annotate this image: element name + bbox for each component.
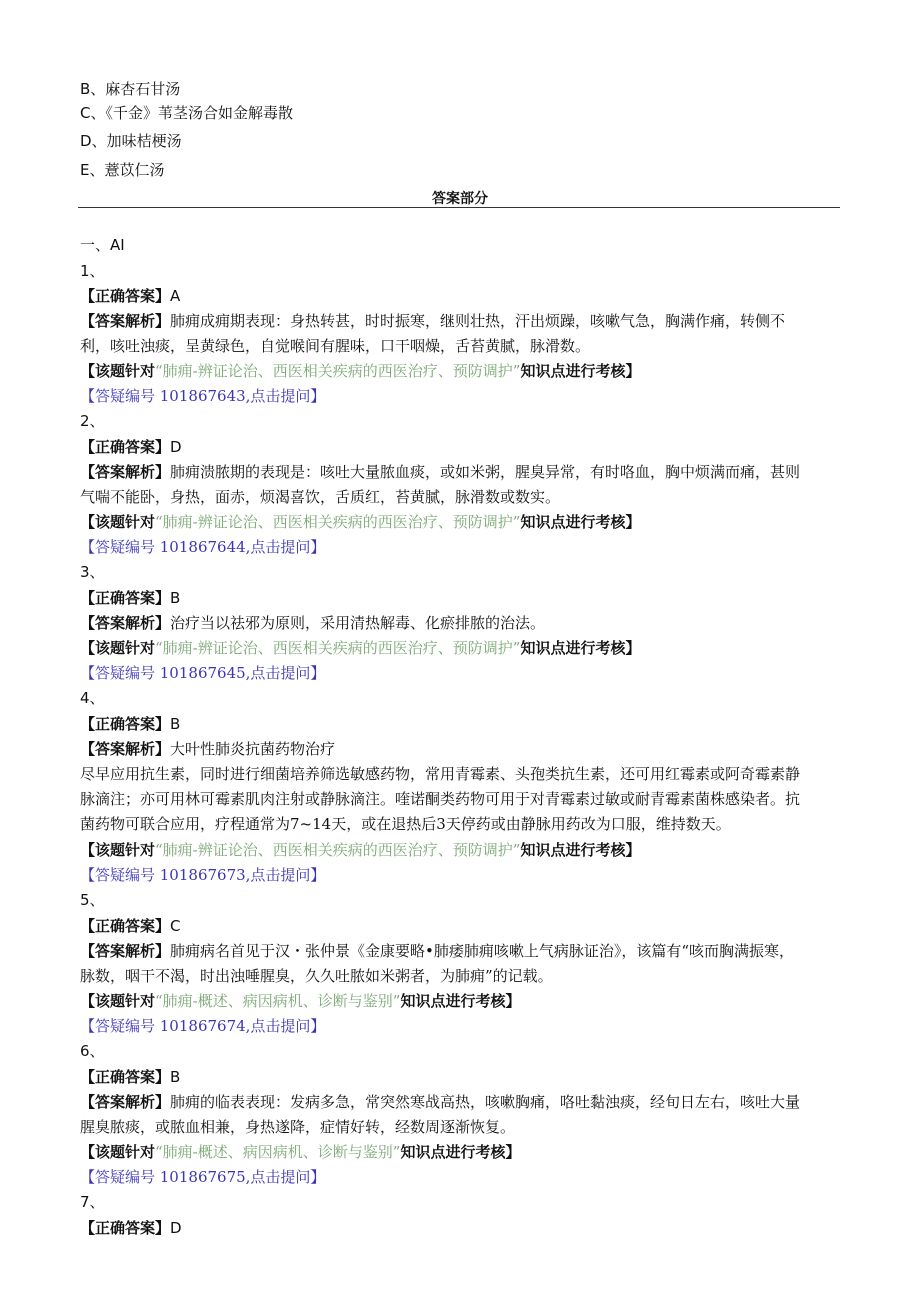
topic-label: 【该题针对: [80, 841, 156, 859]
topic-row: [80, 359, 825, 384]
option-letter: C、: [80, 104, 106, 122]
question-number: 5、: [80, 891, 105, 909]
correct-answer-row: [80, 1216, 825, 1241]
analysis-text-line: 利，咳吐浊痰，呈黄绿色，自觉喉间有腥味，口干咽燥，舌苔黄腻，脉滑数。: [80, 337, 591, 355]
option-d: [80, 129, 825, 154]
answer-value: B: [170, 1068, 181, 1086]
analysis-text: 肺痈病名首见于汉・张仲景《金康要略•肺痿肺痈咳嗽上气病脉证治》，该篇有“咳而胸满振寒，: [170, 942, 795, 960]
topic-text: “肺痈-辨证论治、西医相关疾病的西医治疗、预防调护”: [155, 841, 521, 859]
correct-label: 【正确答案】: [80, 589, 171, 607]
topic-suffix: 知识点进行考核】: [520, 639, 641, 657]
divider: [78, 207, 840, 208]
analysis-row: [80, 939, 825, 964]
topic-row: [80, 989, 825, 1014]
ask-question-link[interactable]: 【答疑编号 101867673,点击提问】: [80, 866, 326, 884]
topic-label: 【该题针对: [80, 513, 156, 531]
analysis-text-line: 脉数，咽干不渴，时出浊唾腥臭，久久吐脓如米粥者，为肺痈”的记载。: [80, 967, 553, 985]
topic-row: [80, 1140, 825, 1165]
option-letter: D、: [80, 132, 107, 150]
option-text: 薏苡仁汤: [104, 161, 165, 179]
analysis-text-line: 气喘不能卧，身热，面赤，烦渴喜饮，舌质红，苔黄腻，脉滑数或数实。: [80, 488, 561, 506]
topic-text: “肺痈-概述、病因病机、诊断与鉴别”: [155, 1143, 401, 1161]
answer-value: A: [170, 287, 181, 305]
analysis-label: 【答案解析】: [80, 740, 171, 758]
correct-label: 【正确答案】: [80, 1219, 171, 1237]
question-number: 3、: [80, 563, 105, 581]
correct-label: 【正确答案】: [80, 438, 171, 456]
analysis-row: [80, 611, 825, 636]
question-number: 2、: [80, 412, 105, 430]
section-title: 答案部分: [432, 191, 488, 207]
option-letter: B、: [80, 80, 106, 98]
correct-answer-row: [80, 1065, 825, 1090]
correct-answer-row: [80, 712, 825, 737]
analysis-text: 肺痈成痈期表现：身热转甚，时时振寒，继则壮热，汗出烦躁，咳嗽气急，胸满作痛，转侧不: [170, 312, 786, 330]
analysis-text: 治疗当以祛邪为原则，采用清热解毒、化瘀排脓的治法。: [170, 614, 546, 632]
analysis-extra-line: 菌药物可联合应用，疗程通常为7~14天，或在退热后3天停药或由静脉用药改为口服，维持数天。: [80, 815, 731, 833]
analysis-text: 肺痈溃脓期的表现是：咳吐大量脓血痰，或如米粥，腥臭异常，有时咯血，胸中烦满而痛，甚则: [170, 463, 801, 481]
correct-answer-row: [80, 435, 825, 460]
topic-label: 【该题针对: [80, 362, 156, 380]
topic-row: [80, 510, 825, 535]
option-text: 《千金》苇茎汤合如金解毒散: [105, 104, 293, 122]
topic-suffix: 知识点进行考核】: [520, 513, 641, 531]
correct-answer-row: [80, 284, 825, 309]
answer-value: B: [170, 715, 181, 733]
question-number: 4、: [80, 689, 105, 707]
correct-label: 【正确答案】: [80, 1068, 171, 1086]
analysis-extra-line: 脉滴注；亦可用林可霉素肌肉注射或静脉滴注。喹诺酮类药物可用于对青霉素过敏或耐青霉素菌株感染者。抗: [80, 790, 801, 808]
topic-suffix: 知识点进行考核】: [520, 841, 641, 859]
topic-suffix: 知识点进行考核】: [400, 992, 521, 1010]
topic-label: 【该题针对: [80, 992, 156, 1010]
analysis-row: [80, 460, 825, 485]
ask-question-link[interactable]: 【答疑编号 101867675,点击提问】: [80, 1168, 326, 1186]
analysis-row: [80, 1090, 825, 1115]
answer-value: D: [170, 1219, 182, 1237]
analysis-row: [80, 309, 825, 334]
answer-value: B: [170, 589, 181, 607]
option-e: [80, 158, 825, 183]
question-number: 6、: [80, 1042, 105, 1060]
topic-label: 【该题针对: [80, 1143, 156, 1161]
question-number: 7、: [80, 1193, 105, 1211]
ask-question-link[interactable]: 【答疑编号 101867645,点击提问】: [80, 664, 326, 682]
analysis-text: 肺痈的临表表现：发病多急，常突然寒战高热，咳嗽胸痛，咯吐黏浊痰，经旬日左右，咳吐大量: [170, 1093, 801, 1111]
option-b: [80, 77, 825, 102]
option-letter: E、: [80, 161, 105, 179]
analysis-text: 大叶性肺炎抗菌药物治疗: [170, 740, 336, 758]
analysis-text-line: 腥臭脓痰，或脓血相兼，身热遂降，症情好转，经数周逐渐恢复。: [80, 1118, 516, 1136]
analysis-label: 【答案解析】: [80, 942, 171, 960]
analysis-label: 【答案解析】: [80, 312, 171, 330]
topic-text: “肺痈-辨证论治、西医相关疾病的西医治疗、预防调护”: [155, 362, 521, 380]
correct-label: 【正确答案】: [80, 287, 171, 305]
option-text: 麻杏石甘汤: [105, 80, 181, 98]
analysis-label: 【答案解析】: [80, 614, 171, 632]
correct-label: 【正确答案】: [80, 917, 171, 935]
topic-suffix: 知识点进行考核】: [400, 1143, 521, 1161]
ask-question-link[interactable]: 【答疑编号 101867643,点击提问】: [80, 387, 326, 405]
answer-value: D: [170, 438, 182, 456]
topic-suffix: 知识点进行考核】: [520, 362, 641, 380]
option-text: 加味桔梗汤: [106, 132, 182, 150]
topic-row: [80, 838, 825, 863]
topic-text: “肺痈-概述、病因病机、诊断与鉴别”: [155, 992, 401, 1010]
correct-answer-row: [80, 586, 825, 611]
ask-question-link[interactable]: 【答疑编号 101867644,点击提问】: [80, 538, 326, 556]
topic-row: [80, 636, 825, 661]
option-c: [80, 101, 825, 126]
answer-value: C: [170, 917, 181, 935]
question-number: 1、: [80, 262, 105, 280]
topic-label: 【该题针对: [80, 639, 156, 657]
analysis-label: 【答案解析】: [80, 1093, 171, 1111]
analysis-label: 【答案解析】: [80, 463, 171, 481]
topic-text: “肺痈-辨证论治、西医相关疾病的西医治疗、预防调护”: [155, 513, 521, 531]
correct-answer-row: [80, 914, 825, 939]
correct-label: 【正确答案】: [80, 715, 171, 733]
topic-text: “肺痈-辨证论治、西医相关疾病的西医治疗、预防调护”: [155, 639, 521, 657]
ask-question-link[interactable]: 【答疑编号 101867674,点击提问】: [80, 1017, 326, 1035]
analysis-extra-line: 尽早应用抗生素，同时进行细菌培养筛选敏感药物，常用青霉素、头孢类抗生素，还可用红霉素或阿奇霉素静: [80, 765, 801, 783]
analysis-row: [80, 737, 825, 762]
section-heading: 一、AI: [80, 236, 125, 254]
